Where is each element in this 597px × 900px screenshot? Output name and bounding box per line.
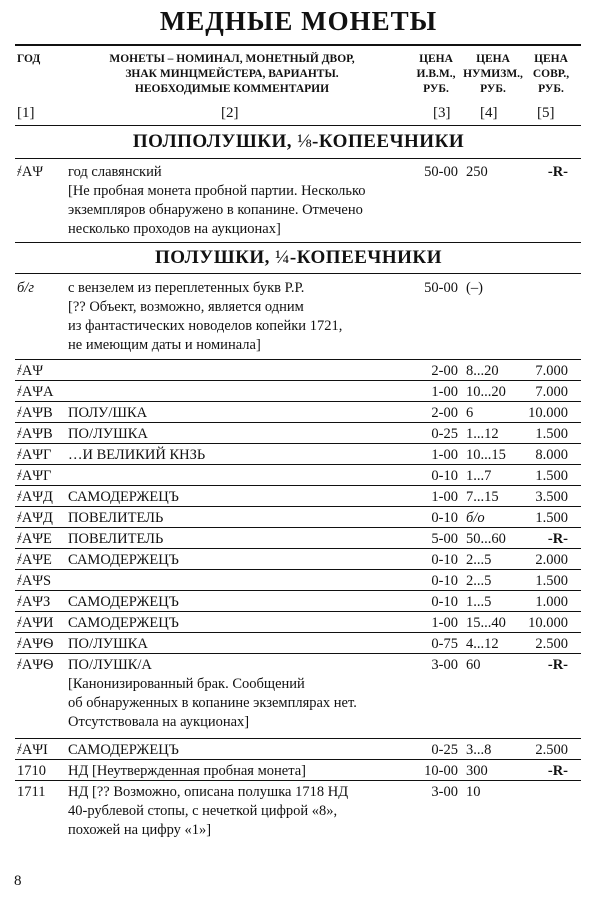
row-year: ҂АΨ — [17, 363, 44, 379]
row-separator — [15, 527, 581, 528]
row-year: ҂АΨВ — [17, 405, 53, 421]
row-price-numism: б/о — [466, 510, 485, 526]
row-year: ҂АΨЕ — [17, 552, 52, 568]
row-separator — [15, 611, 581, 612]
row-year: ҂АΨІ — [17, 742, 48, 758]
row-price-numism: 15...40 — [466, 615, 506, 631]
row-price-numism: 8...20 — [466, 363, 499, 379]
row-description-line: ПОВЕЛИТЕЛЬ — [68, 531, 164, 547]
row-price-ivm: 0-10 — [431, 594, 458, 610]
row-price-ivm: 10-00 — [424, 763, 458, 779]
row-description-line: САМОДЕРЖЕЦЪ — [68, 552, 179, 568]
row-description-line: об обнаруженных в копанине экземплярах нет. — [68, 695, 357, 711]
section-heading-halfquarter: ПОЛПОЛУШКИ, ⅛-КОПЕЕЧНИКИ — [132, 131, 465, 152]
row-description-line: из фантастических новоделов копейки 1721, — [68, 318, 343, 334]
row-separator — [15, 653, 581, 654]
row-year: ҂АΨ — [17, 164, 44, 180]
section-heading-quarter: ПОЛУШКИ, ¼-КОПЕЕЧНИКИ — [155, 247, 442, 268]
row-price-ivm: 0-75 — [431, 636, 458, 652]
section-rule — [15, 273, 581, 274]
row-price-modern: 1.500 — [535, 510, 568, 526]
row-price-modern: 10.000 — [528, 615, 568, 631]
row-price-modern: 7.000 — [535, 363, 568, 379]
row-description-line: Отсутствовала на аукционах] — [68, 714, 250, 730]
row-price-numism: 1...12 — [466, 426, 499, 442]
row-description-line: ПОЛУ/ШКА — [68, 405, 148, 421]
row-price-ivm: 50-00 — [424, 280, 458, 296]
row-year: ҂АΨЗ — [17, 594, 51, 610]
row-price-modern: 8.000 — [535, 447, 568, 463]
section-rule — [15, 158, 581, 159]
header-bottom-rule — [15, 125, 581, 126]
row-description-line: САМОДЕРЖЕЦЪ — [68, 489, 179, 505]
row-description-line: несколько проходов на аукционах] — [68, 221, 281, 237]
header-price-modern: ЦЕНА СОВР., РУБ. — [532, 53, 570, 95]
row-price-numism: 1...7 — [466, 468, 492, 484]
row-price-ivm: 1-00 — [431, 489, 458, 505]
row-description-line: ПОВЕЛИТЕЛЬ — [68, 510, 164, 526]
row-year: 1710 — [17, 763, 46, 779]
row-price-modern: 1.000 — [535, 594, 568, 610]
header-year: ГОД — [17, 53, 41, 65]
header-price-ivm: ЦЕНА И.В.М., РУБ. — [416, 53, 456, 95]
row-description-line: [?? Объект, возможно, является одним — [68, 299, 304, 315]
section-rule — [15, 242, 581, 243]
row-separator — [15, 632, 581, 633]
row-year: б/г — [17, 280, 34, 296]
row-separator — [15, 548, 581, 549]
row-price-ivm: 0-10 — [431, 510, 458, 526]
column-number-4: [4] — [480, 105, 498, 121]
header-description: МОНЕТЫ – НОМИНАЛ, МОНЕТНЫЙ ДВОР, ЗНАК МИНЦМЕЙСТЕРА, ВАРИАНТЫ. НЕОБХОДИМЫЕ КОММЕНТАРИИ — [109, 53, 355, 95]
row-year: ҂АΨѲ — [17, 657, 54, 673]
row-price-modern: -R- — [547, 657, 568, 673]
row-description-line: [Канонизированный брак. Сообщений — [68, 676, 305, 692]
row-price-ivm: 2-00 — [431, 363, 458, 379]
row-price-numism: 2...5 — [466, 552, 492, 568]
row-price-ivm: 3-00 — [431, 784, 458, 800]
row-separator — [15, 738, 581, 739]
row-description-line: ПО/ЛУШКА — [68, 426, 148, 442]
row-price-numism: 50...60 — [466, 531, 506, 547]
row-year: ҂АΨИ — [17, 615, 54, 631]
row-description-line: САМОДЕРЖЕЦЪ — [68, 615, 179, 631]
row-price-ivm: 1-00 — [431, 615, 458, 631]
row-description-line: экземпляров обнаружено в копанине. Отмечено — [68, 202, 363, 218]
row-price-numism: 2...5 — [466, 573, 492, 589]
row-price-numism: 6 — [466, 405, 474, 421]
row-price-modern: -R- — [547, 164, 568, 180]
row-price-ivm: 0-10 — [431, 468, 458, 484]
row-separator — [15, 380, 581, 381]
row-description-line: с вензелем из переплетенных букв Р.Р. — [68, 280, 305, 296]
row-price-modern: 1.500 — [535, 573, 568, 589]
row-separator — [15, 590, 581, 591]
row-description-line: ПО/ЛУШКА — [68, 636, 148, 652]
row-price-numism: 4...12 — [466, 636, 499, 652]
row-price-ivm: 0-25 — [431, 742, 458, 758]
row-description-line: не имеющим даты и номинала] — [68, 337, 261, 353]
row-year: ҂АΨЅ — [17, 573, 52, 589]
row-price-ivm: 50-00 — [424, 164, 458, 180]
row-price-numism: 250 — [466, 164, 488, 180]
row-description-line: 40-рублевой стопы, с нечеткой цифрой «8», — [68, 803, 338, 819]
header-price-numism: ЦЕНА НУМИЗМ., РУБ. — [463, 53, 523, 95]
page-number: 8 — [14, 873, 22, 889]
row-price-numism: 10...15 — [466, 447, 506, 463]
row-price-modern: 7.000 — [535, 384, 568, 400]
row-description-line: …И ВЕЛИКИЙ КНЗЬ — [68, 447, 206, 463]
column-number-2: [2] — [221, 105, 239, 121]
row-price-numism: 10...20 — [466, 384, 506, 400]
row-year: ҂АΨѲ — [17, 636, 54, 652]
row-price-numism: 60 — [466, 657, 481, 673]
row-price-modern: 2.000 — [535, 552, 568, 568]
row-year: ҂АΨГ — [17, 447, 52, 463]
row-separator — [15, 443, 581, 444]
row-year: ҂АΨВ — [17, 426, 53, 442]
row-price-modern: 2.500 — [535, 742, 568, 758]
row-year: ҂АΨЕ — [17, 531, 52, 547]
row-description-line: САМОДЕРЖЕЦЪ — [68, 742, 179, 758]
row-description-line: год славянский — [68, 164, 162, 180]
row-price-ivm: 0-25 — [431, 426, 458, 442]
row-separator — [15, 464, 581, 465]
column-number-3: [3] — [433, 105, 451, 121]
row-description-line: САМОДЕРЖЕЦЪ — [68, 594, 179, 610]
row-description-line: похожей на цифру «1»] — [68, 822, 212, 838]
row-price-modern: 2.500 — [535, 636, 568, 652]
row-description-line: ПО/ЛУШК/А — [68, 657, 152, 673]
row-price-numism: 1...5 — [466, 594, 492, 610]
row-price-ivm: 1-00 — [431, 384, 458, 400]
row-price-numism: 10 — [466, 784, 481, 800]
row-year: ҂АΨД — [17, 489, 53, 505]
row-separator — [15, 759, 581, 760]
row-price-ivm: 1-00 — [431, 447, 458, 463]
row-price-numism: 3...8 — [466, 742, 492, 758]
row-year: ҂АΨД — [17, 510, 53, 526]
row-separator — [15, 359, 581, 360]
row-price-ivm: 0-10 — [431, 573, 458, 589]
row-price-ivm: 0-10 — [431, 552, 458, 568]
row-price-ivm: 5-00 — [431, 531, 458, 547]
row-price-modern: 1.500 — [535, 468, 568, 484]
row-price-numism: (–) — [466, 280, 483, 296]
row-price-modern: 3.500 — [535, 489, 568, 505]
row-price-numism: 7...15 — [466, 489, 499, 505]
row-separator — [15, 422, 581, 423]
row-description-line: [Не пробная монета пробной партии. Несколько — [68, 183, 366, 199]
header-top-rule — [15, 44, 581, 46]
row-price-ivm: 2-00 — [431, 405, 458, 421]
row-separator — [15, 780, 581, 781]
row-year: 1711 — [17, 784, 46, 800]
row-separator — [15, 506, 581, 507]
row-year: ҂АΨА — [17, 384, 54, 400]
row-description-line: НД [Неутвержденная пробная монета] — [68, 763, 307, 779]
row-price-numism: 300 — [466, 763, 488, 779]
page-title: МЕДНЫЕ МОНЕТЫ — [159, 6, 438, 36]
row-price-ivm: 3-00 — [431, 657, 458, 673]
row-description-line: НД [?? Возможно, описана полушка 1718 НД — [68, 784, 349, 800]
column-number-1: [1] — [17, 105, 35, 121]
row-separator — [15, 485, 581, 486]
row-separator — [15, 401, 581, 402]
row-price-modern: 1.500 — [535, 426, 568, 442]
column-number-5: [5] — [537, 105, 555, 121]
row-price-modern: -R- — [547, 763, 568, 779]
row-year: ҂АΨГ — [17, 468, 52, 484]
row-price-modern: 10.000 — [528, 405, 568, 421]
row-separator — [15, 569, 581, 570]
row-price-modern: -R- — [547, 531, 568, 547]
